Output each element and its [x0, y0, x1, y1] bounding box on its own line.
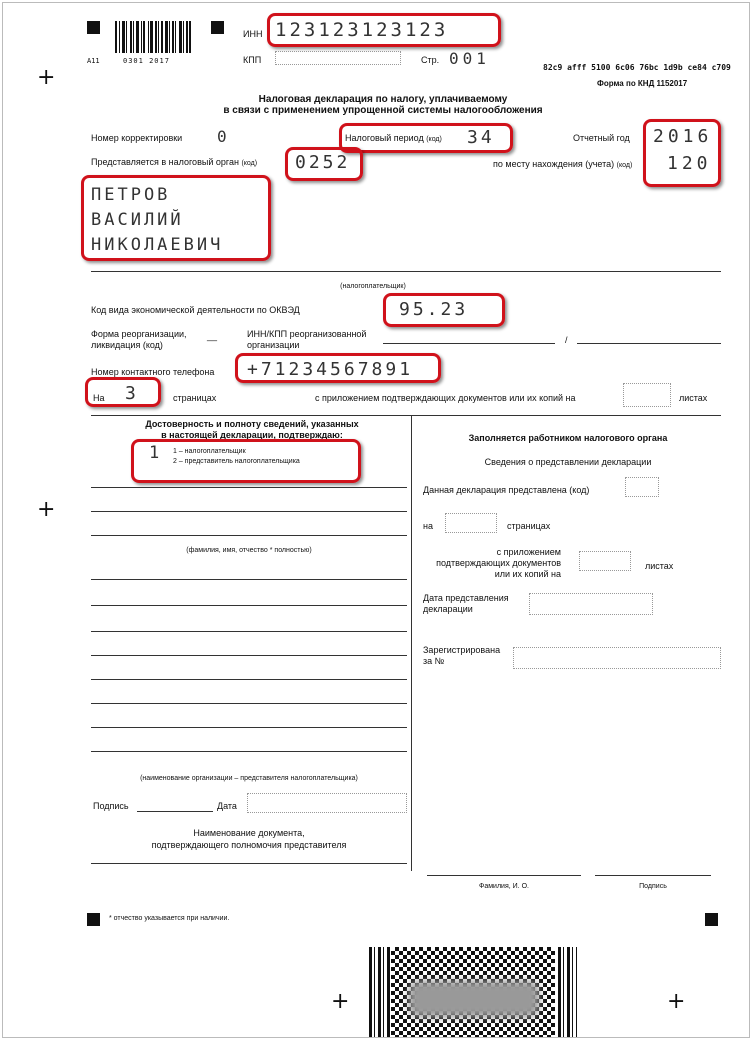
- officer-fio-caption: Фамилия, И. О.: [479, 883, 529, 890]
- tax-org-value: 0252: [295, 152, 351, 173]
- doc-line: [91, 863, 407, 864]
- period-code-label: (код): [426, 136, 442, 143]
- tax-org-label-text: Представляется в налоговый орган: [91, 157, 239, 167]
- reorg-value: __: [207, 331, 218, 341]
- fio-line-3: [91, 535, 407, 536]
- doc-title-line1: Наименование документа,: [193, 828, 305, 838]
- reorg-inn-line: [383, 343, 555, 344]
- knd-label: Форма по КНД 1152017: [597, 79, 688, 88]
- inn-highlight: [267, 13, 501, 47]
- registration-cross-icon: +: [667, 989, 686, 1014]
- org-line-2: [91, 605, 407, 606]
- reorg-label-line1: Форма реорганизации,: [91, 329, 187, 339]
- location-code-label: (код): [616, 162, 633, 169]
- marker-square-top-right: [211, 21, 224, 34]
- org-line-7: [91, 727, 407, 728]
- registered-cells: [513, 647, 721, 669]
- registered-line1: Зарегистрирована: [423, 645, 501, 655]
- officer-attach-cells: [579, 551, 631, 571]
- 2d-barcode-image: [369, 947, 577, 1038]
- pages-highlight: [85, 377, 161, 407]
- org-line-6: [91, 703, 407, 704]
- marker-square-top-left: [87, 21, 100, 34]
- year-label: Отчетный год: [573, 133, 630, 143]
- officer-attach-line3: или их копий на: [494, 569, 561, 579]
- officer-fio-line: [427, 875, 581, 876]
- confirm-title-line1: Достоверность и полноту сведений, указанных: [145, 419, 359, 429]
- title-line2: в связи с применением упрощенной системы налогообложения: [223, 105, 543, 116]
- officer-date-line2: декларации: [423, 604, 473, 614]
- reorg-slash: /: [565, 335, 568, 345]
- reorg-label-line2: ликвидация (код): [91, 340, 163, 350]
- registration-cross-icon: +: [37, 65, 56, 90]
- signer-option-2: 2 – представитель налогоплательщика: [173, 458, 300, 465]
- name-underline: [91, 271, 721, 272]
- location-value: 120: [667, 153, 712, 174]
- officer-on-label: на: [423, 521, 433, 531]
- marker-square-bottom-right: [705, 913, 718, 926]
- org-line-8: [91, 751, 407, 752]
- kpp-label: КПП: [243, 55, 262, 65]
- date-cells: [247, 793, 407, 813]
- org-line-5: [91, 679, 407, 680]
- tax-org-highlight: [285, 147, 363, 181]
- registered-line2: за №: [423, 656, 445, 666]
- confirm-title: [99, 419, 405, 441]
- sign-label: Подпись: [93, 801, 129, 811]
- correction-label: Номер корректировки: [91, 133, 183, 143]
- attach-cells: [623, 383, 671, 407]
- presented-label: Данная декларация представлена (код): [423, 485, 590, 495]
- name-line2: ВАСИЛИЙ: [91, 210, 184, 230]
- doc-title: [91, 827, 407, 851]
- officer-date-label: [423, 593, 509, 615]
- name-line3: НИКОЛАЕВИЧ: [91, 235, 224, 255]
- signer-highlight: [131, 439, 361, 483]
- org-line-3: [91, 631, 407, 632]
- sheets-label: листах: [679, 393, 708, 403]
- signer-option-1: 1 – налогоплательщик: [173, 448, 246, 455]
- officer-attach-line2: подтверждающих документов: [436, 558, 561, 568]
- phone-highlight: [235, 353, 441, 383]
- period-highlight: [339, 123, 513, 153]
- officer-sheets-label: листах: [645, 561, 674, 571]
- officer-date-line1: Дата представления: [423, 593, 509, 603]
- name-line1: ПЕТРОВ: [91, 185, 171, 205]
- document-hash: 82c9 afff 5100 6c06 76bc 1d9b ce84 c709: [543, 63, 731, 72]
- officer-subtitle: Сведения о представлении декларации: [484, 457, 652, 467]
- officer-date-cells: [529, 593, 653, 615]
- reorg-inn-label-line2: организации: [247, 340, 300, 350]
- fio-caption: (фамилия, имя, отчество * полностью): [186, 547, 312, 554]
- pages-na-label: На: [93, 393, 105, 403]
- location-label: [493, 159, 632, 169]
- confirm-title-line2: в настоящей декларации, подтверждаю:: [161, 430, 343, 440]
- officer-pages-label: страницах: [507, 521, 551, 531]
- inn-value: 123123123123: [275, 19, 449, 41]
- signer-value: 1: [149, 443, 160, 463]
- registration-cross-icon: +: [331, 989, 350, 1014]
- correction-value: 0: [217, 127, 227, 146]
- page-value: 001: [449, 49, 490, 68]
- officer-title: Заполняется работником налогового органа: [468, 433, 668, 443]
- org-caption: (наименование организации – представителя налогоплательщика): [140, 775, 358, 782]
- marker-square-bottom-left: [87, 913, 100, 926]
- okved-value: 95.23: [399, 299, 469, 320]
- registration-cross-icon: +: [37, 497, 56, 522]
- okved-highlight: [383, 293, 505, 327]
- inn-label: ИНН: [243, 29, 263, 39]
- officer-sign-line: [595, 875, 711, 876]
- form-code: А11: [87, 57, 100, 65]
- org-line-4: [91, 655, 407, 656]
- officer-pages-cells: [445, 513, 497, 533]
- phone-label: Номер контактного телефона: [91, 367, 215, 377]
- section-divider: [91, 415, 721, 416]
- sign-line: [137, 811, 213, 812]
- kpp-cells: [275, 51, 401, 65]
- date-label: Дата: [217, 801, 237, 811]
- page-label: Стр.: [421, 55, 440, 65]
- fio-line-2: [91, 511, 407, 512]
- phone-value: +71234567891: [247, 359, 414, 380]
- title-line1: Налоговая декларация по налогу, уплачиваемому: [258, 94, 508, 105]
- taxpayer-caption: (налогоплательщик): [340, 283, 406, 290]
- doc-title-line2: подтверждающего полномочия представителя: [151, 840, 347, 850]
- tax-org-label: [91, 157, 257, 167]
- tax-org-code-label: (код): [241, 160, 258, 167]
- fio-line-1: [91, 487, 407, 488]
- top-barcode: [115, 21, 191, 53]
- officer-sign-caption: Подпись: [639, 883, 667, 890]
- barcode-number: 0301 2017: [123, 57, 170, 65]
- period-label-text: Налоговый период: [345, 133, 424, 143]
- reorg-label: [91, 329, 187, 351]
- tax-declaration-page: [2, 2, 750, 1038]
- reorg-inn-label: [247, 329, 366, 351]
- presented-cells: [625, 477, 659, 497]
- declaration-title: [183, 94, 583, 116]
- location-label-text: по месту нахождения (учета): [493, 159, 615, 169]
- reorg-inn-label-line1: ИНН/КПП реорганизованной: [247, 329, 367, 339]
- footnote: * отчество указывается при наличии.: [109, 915, 230, 922]
- officer-attach-label: [423, 547, 561, 580]
- period-value: 34: [467, 127, 495, 148]
- registered-label: [423, 645, 500, 667]
- org-line-1: [91, 579, 407, 580]
- okved-label: Код вида экономической деятельности по ОКВЭД: [91, 305, 300, 315]
- name-highlight: [81, 175, 271, 261]
- year-value: 2016: [653, 126, 713, 147]
- officer-attach-line1: с приложением: [496, 547, 561, 557]
- column-divider: [411, 415, 412, 871]
- pages-label: страницах: [173, 393, 217, 403]
- pages-value: 3: [125, 383, 136, 404]
- attach-label: с приложением подтверждающих документов или их копий на: [315, 393, 576, 403]
- reorg-kpp-line: [577, 343, 721, 344]
